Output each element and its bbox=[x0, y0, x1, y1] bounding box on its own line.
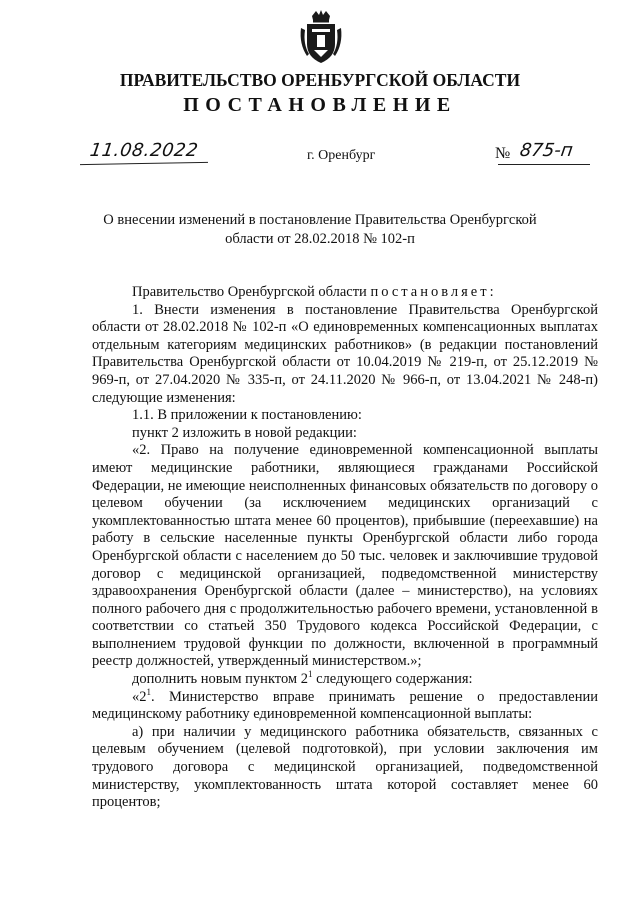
subject-line-1: О внесении изменений в постановление Правительства Оренбургской bbox=[103, 212, 537, 228]
paragraph-subpoint-a: а) при наличии у медицинского работника обязательств, связанных с целевым обучением (целевой подготовкой), при условии заключения им трудового договора с медицинской организацией, подведомственной министерству, укомплектованность штата которой составляет менее 60 процентов; bbox=[92, 723, 598, 811]
paragraph-point-2-text: «2. Право на получение единовременной компенсационной выплаты имеют медицинские работники, являющиеся гражданами Российской Федерации, не имеющие неисполненных финансовых обязательств по договору о целевом обучении (за исключением медицинских организаций с укомплектованностью штата менее 60 процентов), прибывшие (переехавшие) на работу в сельские населенные пункты Оренбургской области либо города Оренбургской области с населением до 50 тыс. человек и заключившие трудовой договор с медицинской организацией, подведомственной министерству здравоохранения Оренбургской области (далее – министерство), на условиях полного рабочего дня с продолжительностью рабочего времени, установленной в соответствии со статьей 350 Трудового кодекса Российской Федерации, с выполнением трудовой функции по должности, включенной в программный реестр должностей, утвержденный министерством.»; bbox=[92, 442, 598, 670]
paragraph-add-point: дополнить новым пунктом $2^1$ следующего содержания: bbox=[132, 669, 473, 688]
document-date: 11.08.2022 bbox=[88, 140, 200, 161]
document-number: 875-п bbox=[518, 140, 575, 161]
government-name: ПРАВИТЕЛЬСТВО ОРЕНБУРГСКОЙ ОБЛАСТИ bbox=[119, 70, 521, 90]
document-body bbox=[92, 284, 598, 812]
intro-colon: : bbox=[489, 284, 494, 300]
number-label: № bbox=[495, 145, 511, 162]
intro-decree-word: постановляет bbox=[370, 284, 490, 300]
document-city: г. Оренбург bbox=[307, 148, 376, 163]
paragraph-1-1: 1.1. В приложении к постановлению: bbox=[132, 407, 362, 424]
coat-of-arms-emblem bbox=[298, 10, 344, 66]
number-underline bbox=[498, 164, 590, 165]
paragraph-1: 1. Внести изменения в постановление Правительства Оренбургской области от 28.02.2018 № 102-п «О единовременных компенсационных выплатах отдельным категориям медицинских работников» (в редакции постановлений Правительства Оренбургской области от 10.04.2019 № 219-п, от 25.12.2019 № 969-п, от 27.04.2020 № 335-п, от 24.11.2020 № 966-п, от 13.04.2021 № 248-п) следующие изменения: bbox=[92, 301, 598, 406]
document-subject bbox=[100, 211, 540, 249]
paragraph-point-2: пункт 2 изложить в новой редакции: bbox=[132, 424, 357, 441]
document-type: ПОСТАНОВЛЕНИЕ bbox=[183, 94, 457, 116]
intro-text: Правительство Оренбургской области bbox=[132, 284, 371, 300]
subject-line-2: области от 28.02.2018 № 102-п bbox=[225, 231, 415, 247]
intro-paragraph bbox=[92, 284, 598, 302]
paragraph-point-2-1: «$2^1$. Министерство вправе принимать решение о предоставлении медицинскому работнику единовременной компенсационной выплаты: bbox=[92, 686, 598, 723]
date-underline bbox=[80, 162, 208, 165]
